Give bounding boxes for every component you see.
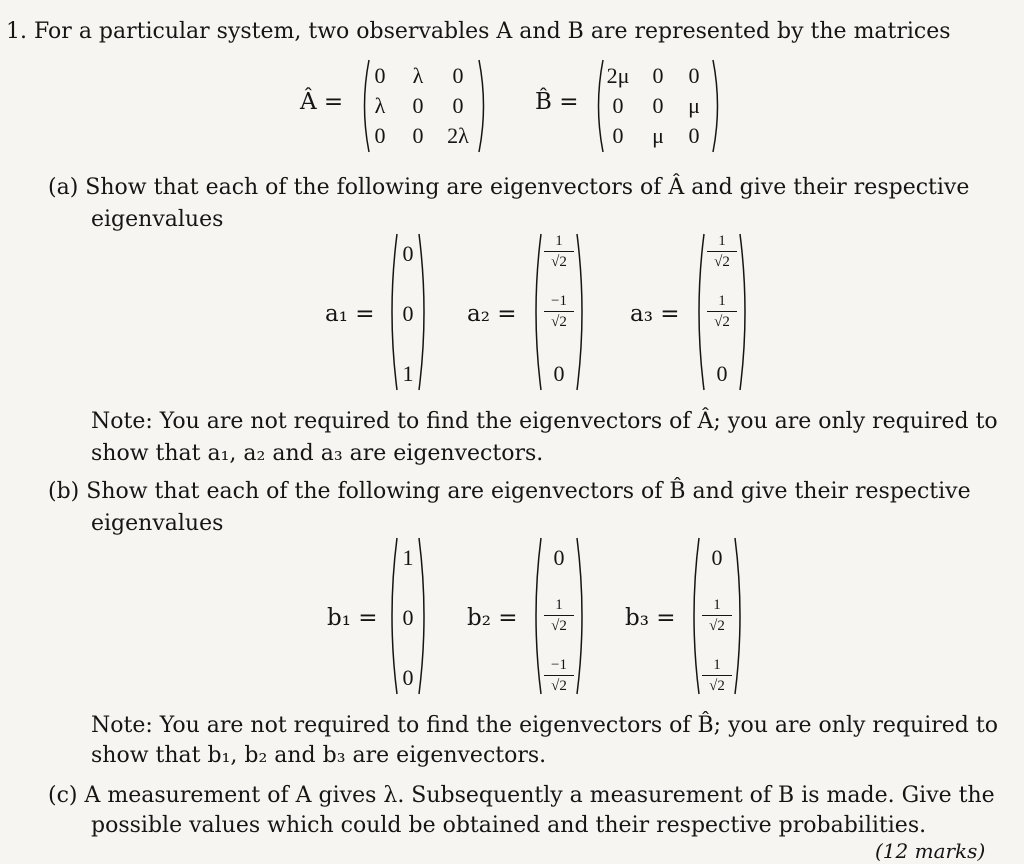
denominator: √2 xyxy=(551,678,567,694)
vector-a2-entry: 0 xyxy=(553,361,565,386)
matrix-b-cell: 0 xyxy=(612,93,624,118)
vector-b1-entry: 1 xyxy=(402,545,414,570)
matrix-a-cell: 0 xyxy=(374,123,386,148)
vector-b1-label: b₁ = xyxy=(327,605,378,631)
vector-b3-entry xyxy=(688,598,746,634)
matrix-a-cell: 2λ xyxy=(447,123,469,148)
vector-a3 xyxy=(693,232,751,392)
vector-b3 xyxy=(688,536,746,696)
numerator: 1 xyxy=(555,233,563,249)
part-b-line2: eigenvalues xyxy=(91,511,224,536)
part-c-text: A measurement of A gives λ. Subsequently a measurement of B is made. Give the xyxy=(84,783,995,808)
numerator: −1 xyxy=(551,293,567,309)
part-a-line1 xyxy=(48,174,969,202)
vector-a1-entry: 0 xyxy=(402,241,414,266)
part-a-label: (a) xyxy=(48,175,79,200)
vector-b3-label: b₃ = xyxy=(625,605,676,631)
vector-b3-entry xyxy=(688,658,746,694)
denominator: √2 xyxy=(709,618,725,634)
part-a-line2: eigenvalues xyxy=(91,207,224,232)
matrix-a-cell: 0 xyxy=(452,63,464,88)
matrix-b xyxy=(592,58,724,154)
part-c-line1 xyxy=(48,782,995,810)
vector-b1 xyxy=(386,536,430,696)
matrix-b-label: B̂ = xyxy=(535,89,579,115)
matrix-b-cell: μ xyxy=(688,93,700,118)
matrix-b-cell: 0 xyxy=(612,123,624,148)
vector-b1-entry: 0 xyxy=(402,605,414,630)
vector-a1 xyxy=(386,232,430,392)
numerator: 1 xyxy=(713,597,721,613)
part-c-line2: possible values which could be obtained and their respective probabilities. xyxy=(91,813,927,838)
vector-a2 xyxy=(530,232,588,392)
question-number: 1. xyxy=(6,19,27,44)
matrix-a-cell: 0 xyxy=(412,123,424,148)
vector-a2-label: a₂ = xyxy=(467,301,517,327)
part-a-note-line1: Note: You are not required to find the eigenvectors of Â; you are only required to xyxy=(91,409,998,434)
part-b-label: (b) xyxy=(48,479,80,504)
matrix-b-cell: μ xyxy=(652,123,664,148)
denominator: √2 xyxy=(551,314,567,330)
part-b-note-line2: show that b₁, b₂ and b₃ are eigenvectors. xyxy=(91,743,547,768)
matrix-a-label: Â = xyxy=(300,89,344,115)
denominator: √2 xyxy=(714,254,730,270)
vector-b3-entry: 0 xyxy=(711,545,723,570)
matrix-a-cell: 0 xyxy=(374,63,386,88)
matrix-a-cell: 0 xyxy=(412,93,424,118)
denominator: √2 xyxy=(709,678,725,694)
vector-a3-entry xyxy=(693,294,751,330)
part-b-note-line1: Note: You are not required to find the eigenvectors of B̂; you are only required to xyxy=(91,713,998,738)
matrix-b-cell: 0 xyxy=(652,93,664,118)
numerator: −1 xyxy=(551,657,567,673)
vector-a1-entry: 1 xyxy=(402,361,414,386)
denominator: √2 xyxy=(551,254,567,270)
part-b-line1 xyxy=(48,478,971,506)
marks-label: (12 marks) xyxy=(875,839,986,863)
part-a-note-line2: show that a₁, a₂ and a₃ are eigenvectors. xyxy=(91,441,544,466)
matrix-b-cell: 0 xyxy=(652,63,664,88)
matrix-a-cell: 0 xyxy=(452,93,464,118)
numerator: 1 xyxy=(555,597,563,613)
numerator: 1 xyxy=(713,657,721,673)
matrix-a xyxy=(358,58,490,154)
vector-b2-entry: 0 xyxy=(553,545,565,570)
part-c-label: (c) xyxy=(48,783,78,808)
vector-b2-label: b₂ = xyxy=(467,605,518,631)
matrix-a-cell: λ xyxy=(374,93,386,118)
vector-b2-entry xyxy=(530,598,588,634)
vector-b2 xyxy=(530,536,588,696)
question-intro-text: For a particular system, two observables A and B are represented by the matrices xyxy=(34,19,951,44)
vector-a3-entry xyxy=(693,234,751,270)
part-b-text: Show that each of the following are eigenvectors of B̂ and give their respective xyxy=(86,479,971,504)
denominator: √2 xyxy=(551,618,567,634)
vector-b1-entry: 0 xyxy=(402,665,414,690)
numerator: 1 xyxy=(718,293,726,309)
vector-a1-entry: 0 xyxy=(402,301,414,326)
part-a-text: Show that each of the following are eigenvectors of Â and give their respective xyxy=(85,175,970,200)
vector-a3-label: a₃ = xyxy=(630,301,680,327)
vector-a2-entry xyxy=(530,234,588,270)
question-intro xyxy=(6,18,951,46)
matrix-b-cell: 2μ xyxy=(606,63,630,88)
vector-b2-entry xyxy=(530,658,588,694)
denominator: √2 xyxy=(714,314,730,330)
vector-a1-label: a₁ = xyxy=(325,301,375,327)
vector-a2-entry xyxy=(530,294,588,330)
vector-a3-entry: 0 xyxy=(716,361,728,386)
numerator: 1 xyxy=(718,233,726,249)
matrix-b-cell: 0 xyxy=(688,63,700,88)
matrix-a-cell: λ xyxy=(412,63,424,88)
matrix-b-cell: 0 xyxy=(688,123,700,148)
